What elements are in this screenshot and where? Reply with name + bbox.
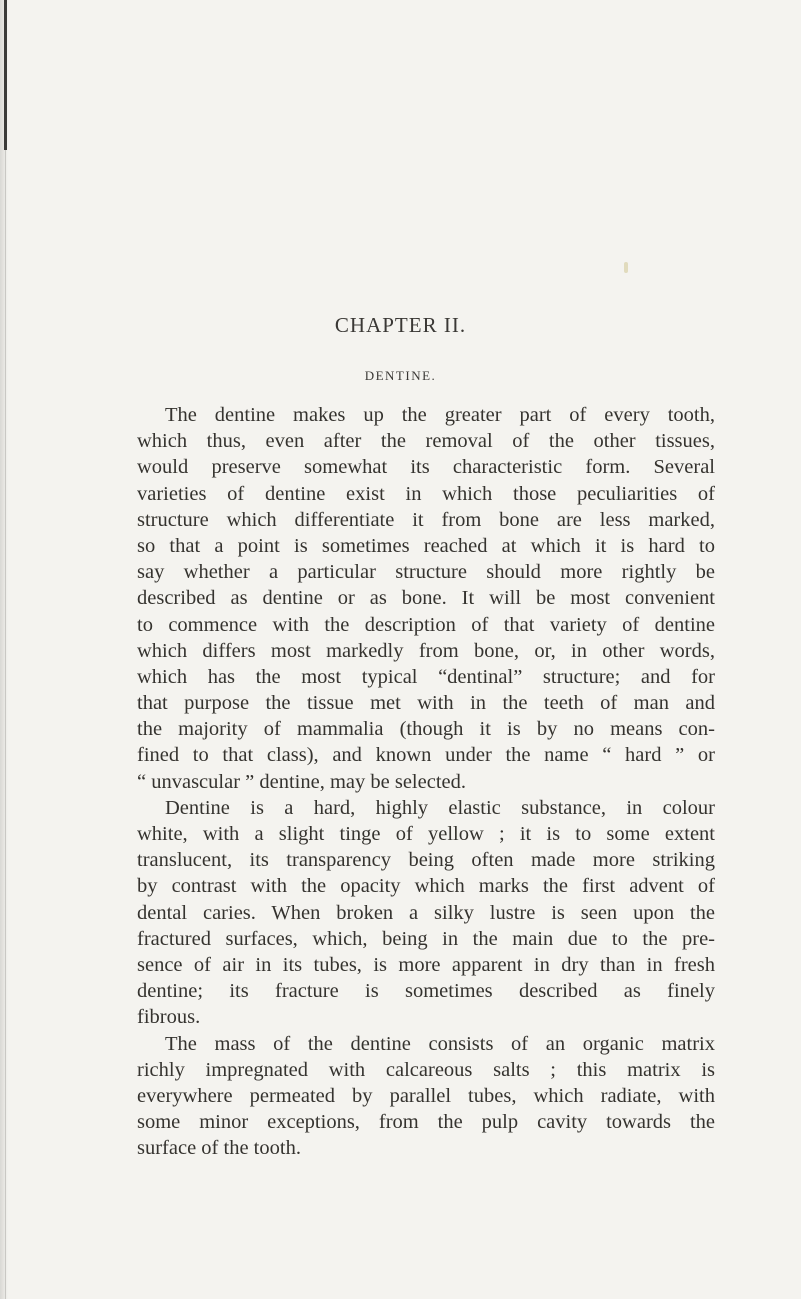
text-line: dentine; its fracture is sometimes described as finely	[137, 980, 715, 1003]
text-line: to commence with the description of that variety of dentine	[137, 613, 715, 636]
text-line: fined to that class), and known under the name “ hard ” or	[137, 744, 715, 767]
text-line: dental caries. When broken a silky lustre is seen upon the	[137, 901, 715, 924]
text-line: say whether a particular structure should more rightly be	[137, 561, 715, 584]
text-line: which has the most typical “dentinal” structure; and for	[137, 665, 715, 688]
text-line: The dentine makes up the greater part of every tooth,	[165, 404, 715, 426]
text-line: that purpose the tissue met with in the teeth of man and	[137, 692, 715, 715]
body-text	[137, 402, 715, 1161]
text-line: surface of the tooth.	[137, 1137, 301, 1160]
text-line: so that a point is sometimes reached at which it is hard to	[137, 534, 715, 557]
text-line: sence of air in its tubes, is more apparent in dry than in fresh	[137, 953, 715, 976]
text-line: which differs most markedly from bone, or, in other words,	[137, 639, 715, 662]
text-line: varieties of dentine exist in which those peculiarities of	[137, 482, 715, 505]
section-title: DENTINE.	[364, 368, 437, 383]
page-binding-edge	[0, 0, 8, 1299]
text-line: structure which differentiate it from bone are less marked,	[137, 508, 715, 531]
binding-shadow-mark	[4, 0, 7, 150]
text-line: some minor exceptions, from the pulp cavity towards the	[137, 1111, 715, 1134]
chapter-title: CHAPTER II.	[334, 313, 467, 337]
text-line: Dentine is a hard, highly elastic substance, in colour	[165, 796, 715, 819]
text-line: translucent, its transparency being often made more striking	[137, 849, 715, 872]
text-line: the majority of mammalia (though it is by no means con-	[137, 718, 715, 741]
text-line: described as dentine or as bone. It will be most convenient	[137, 587, 715, 610]
text-line: white, with a slight tinge of yellow ; it is to some extent	[137, 823, 715, 845]
text-line: richly impregnated with calcareous salts ; this matrix is	[137, 1058, 715, 1081]
text-line: The mass of the dentine consists of an organic matrix	[165, 1032, 715, 1055]
paper-stain	[624, 262, 628, 273]
text-line: “ unvascular ” dentine, may be selected.	[137, 770, 466, 793]
text-line: fibrous.	[137, 1006, 201, 1029]
text-line: fractured surfaces, which, being in the main due to the pre-	[137, 927, 715, 950]
text-line: by contrast with the opacity which marks the first advent of	[137, 875, 715, 898]
text-line: would preserve somewhat its characteristic form. Several	[137, 456, 715, 479]
text-line: everywhere permeated by parallel tubes, which radiate, with	[137, 1084, 715, 1107]
text-line: which thus, even after the removal of the other tissues,	[137, 430, 715, 453]
